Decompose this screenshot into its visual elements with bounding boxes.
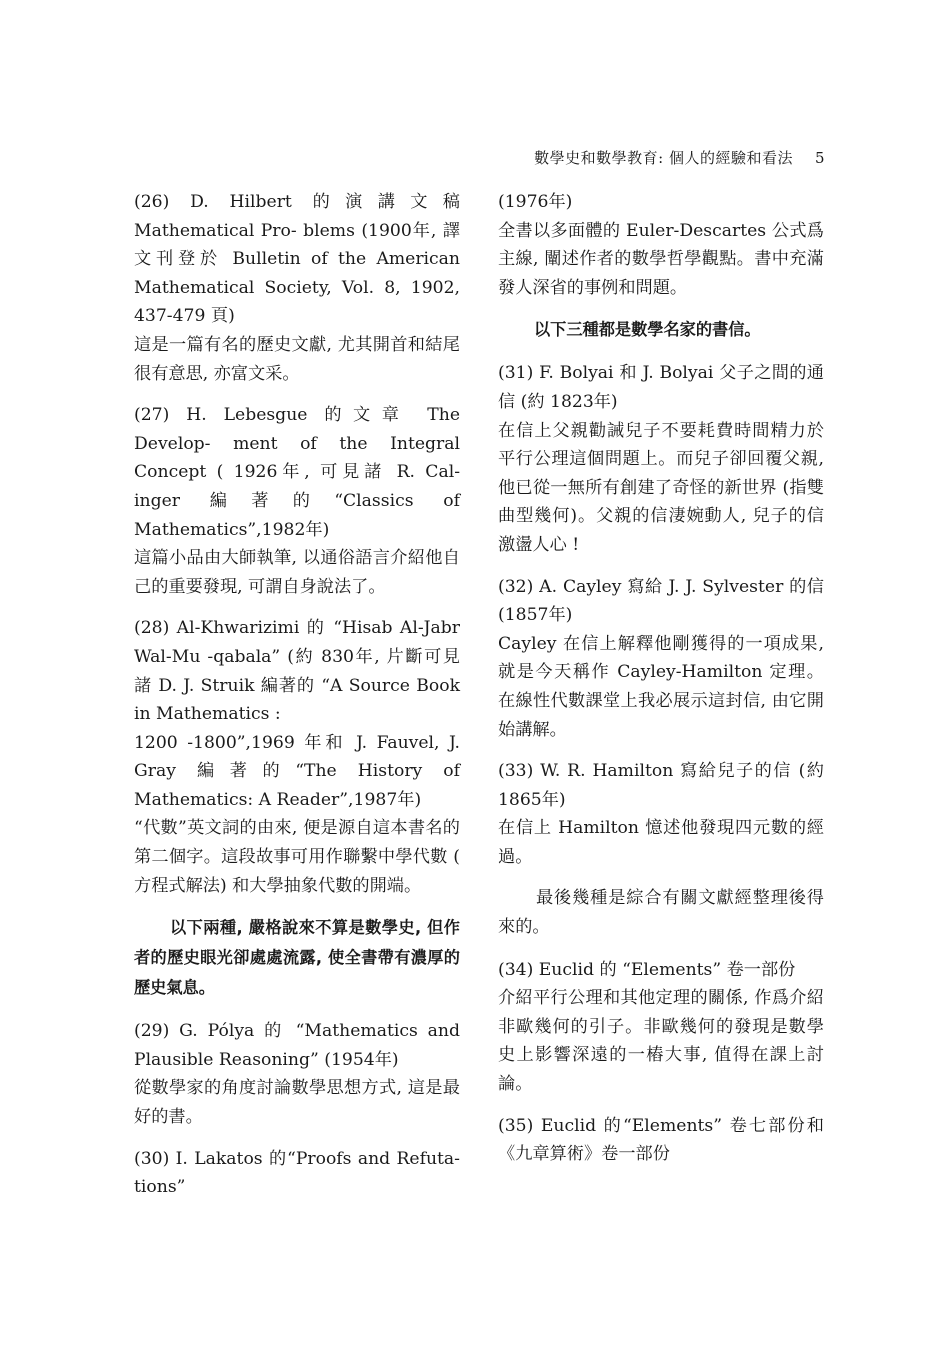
right-column: [498, 188, 824, 1182]
reference-34-note: 介紹平行公理和其他定理的關係, 作爲介紹非歐幾何的引子。非歐幾何的發現是數學史上影響深遠的一樁大事, 值得在課上討論。: [498, 988, 824, 1095]
reference-34: [498, 956, 824, 1099]
reference-29-citation: (29) G. Pólya 的 “Mathematics and Plausible Reasoning” (1954年): [134, 1021, 460, 1070]
reference-30-note: 全書以多面體的 Euler-Descartes 公式爲主線, 闡述作者的數學哲學觀點。書中充滿發人深省的事例和問題。: [498, 220, 824, 298]
reference-28-citation-cont: 1200 -1800”,1969 年和 J. Fauvel, J. Gray 編著的“The History of Mathematics: A Reader”,1987年): [134, 732, 460, 810]
reference-27-citation: (27) H. Lebesgue 的文章 The Develop- ment of the Integral Concept ( 1926年, 可見諸 R. Cal- inger 編著的“Classics of Mathematics”,1982年): [134, 405, 460, 540]
reference-28-note: “代數”英文詞的由來, 便是源自這本書名的第二個字。這段故事可用作聯繫中學代數 ( 方程式解法) 和大學抽象代數的開端。: [134, 818, 460, 896]
reference-34-citation: (34) Euclid 的 “Elements” 卷一部份: [498, 959, 796, 980]
reference-30-continued: [498, 188, 824, 302]
section-intro-compiled: 最後幾種是綜合有關文獻經整理後得來的。: [498, 888, 824, 938]
reference-30-citation: (30) I. Lakatos 的“Proofs and Refuta- tions”: [134, 1148, 460, 1198]
reference-31-citation: (31) F. Bolyai 和 J. Bolyai 父子之間的通信 (約 1823年): [498, 363, 824, 412]
reference-28-citation: (28) Al-Khwarizimi 的 “Hisab Al-Jabr Wal-Mu -qabala” (約 830年, 片斷可見諸 D. J. Struik 編著的 “A Source Book in Mathematics :: [134, 618, 460, 725]
reference-32-citation: (32) A. Cayley 寫給 J. J. Sylvester 的信 (1857年): [498, 576, 824, 626]
reference-30-year: (1976年): [498, 192, 573, 212]
reference-30: [134, 1145, 460, 1202]
reference-27: [134, 401, 460, 601]
reference-31: [498, 359, 824, 559]
reference-31-note: 在信上父親勸誡兒子不要耗費時間精力於平行公理這個問題上。而兒子卻回覆父親, 他已從一無所有創建了奇怪的新世界 (指雙曲型幾何)。父親的信淒婉動人, 兒子的信激盪人心 !: [498, 420, 824, 555]
reference-33: [498, 757, 824, 871]
reference-35-citation: (35) Euclid 的“Elements” 卷七部份和《九章算術》卷一部份: [498, 1115, 824, 1165]
running-header: [534, 147, 825, 168]
reference-32: [498, 573, 824, 745]
reference-29-note: 從數學家的角度討論數學思想方式, 這是最好的書。: [134, 1078, 460, 1128]
reference-29: [134, 1017, 460, 1131]
reference-26-citation: (26) D. Hilbert 的演講文稿 Mathematical Pro- blems (1900年, 譯文刊登於 Bulletin of the American Mathematical Society, Vol. 8, 1902, 437-479 頁): [134, 192, 460, 327]
header-title: 數學史和數學教育: 個人的經驗和看法: [534, 149, 793, 167]
reference-35: [498, 1112, 824, 1169]
reference-27-note: 這篇小品由大師執筆, 以通俗語言介紹他自己的重要發現, 可謂自身說法了。: [134, 548, 460, 597]
reference-32-note: Cayley 在信上解釋他剛獲得的一項成果, 就是今天稱作 Cayley-Hamilton 定理。在線性代數課堂上我必展示這封信, 由它開始講解。: [498, 633, 824, 740]
section-intro-letters: 以下三種都是數學名家的書信。: [534, 320, 761, 340]
left-column: [134, 188, 460, 1215]
page-number: 5: [814, 149, 825, 167]
reference-28: [134, 614, 460, 900]
reference-33-citation: (33) W. R. Hamilton 寫給兒子的信 (約 1865年): [498, 761, 824, 810]
reference-26: [134, 188, 460, 388]
reference-26-note: 這是一篇有名的歷史文獻, 尤其開首和結尾很有意思, 亦富文采。: [134, 334, 460, 384]
section-intro-history-style: 以下兩種, 嚴格說來不算是數學史, 但作者的歷史眼光卻處處流露, 使全書帶有濃厚的歷史氣息。: [134, 918, 460, 998]
reference-33-note: 在信上 Hamilton 憶述他發現四元數的經過。: [498, 818, 824, 867]
